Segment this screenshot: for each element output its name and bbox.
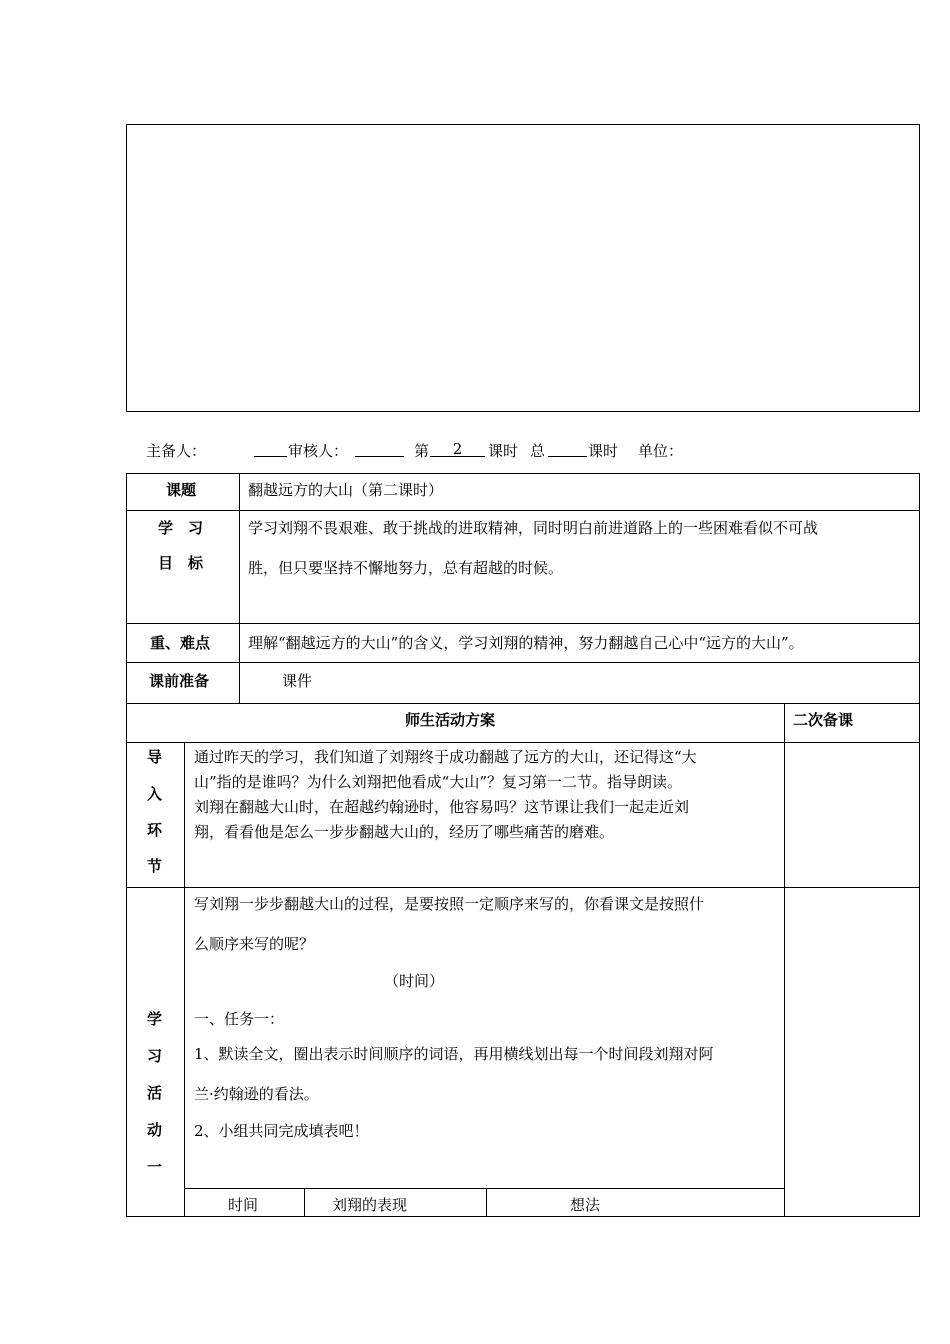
reviewer-blank[interactable] xyxy=(355,440,404,457)
col-line xyxy=(239,662,240,703)
intro-label-char: 导 xyxy=(147,748,163,766)
subtable-header-performance: 刘翔的表现 xyxy=(332,1196,408,1214)
row-line xyxy=(184,1188,784,1189)
preparer-blank[interactable] xyxy=(254,440,287,457)
intro-label-char: 节 xyxy=(147,857,163,875)
intro-text-line: 通过昨天的学习，我们知道了刘翔终于成功翻越了远方的大山，还记得这“大 xyxy=(194,748,697,766)
row-line xyxy=(126,473,920,474)
intro-label-char: 环 xyxy=(147,821,163,839)
blank-frame xyxy=(126,124,920,412)
col-line xyxy=(784,703,785,1217)
task-2: 2、小组共同完成填表吧！ xyxy=(194,1122,369,1140)
col-line xyxy=(304,1188,305,1217)
activity-label-char: 动 xyxy=(147,1121,163,1139)
objective-label-1: 学 习 xyxy=(158,519,204,537)
prep-value: 课件 xyxy=(282,672,313,690)
activity-text-line-1: 写刘翔一步步翻越大山的过程，是要按照一定顺序来写的，你看课文是按照什 xyxy=(194,895,705,913)
table-border-right xyxy=(919,473,920,1217)
subtable-header-time: 时间 xyxy=(228,1196,259,1214)
row-line xyxy=(126,742,920,743)
topic-label: 课题 xyxy=(166,481,197,499)
intro-text-line: 山”指的是谁吗？为什么刘翔把他看成“大山”？复习第一二节。指导朗读。 xyxy=(194,773,683,791)
activity-label-char: 习 xyxy=(147,1047,163,1065)
lesson-meta-line xyxy=(0,440,950,462)
subtable-header-thoughts: 想法 xyxy=(570,1196,601,1214)
intro-text-line: 翔，看看他是怎么一步步翻越大山的，经历了哪些痛苦的磨难。 xyxy=(194,823,615,841)
task-1-line-2: 兰·约翰逊的看法。 xyxy=(194,1085,319,1103)
table-border-left xyxy=(126,473,127,1217)
activity-text-line-2: 么顺序来写的呢？ xyxy=(194,935,315,953)
lesson-suffix: 课时 xyxy=(488,442,519,460)
preparer-label: 主备人： xyxy=(146,442,207,460)
activity-label-char: 活 xyxy=(147,1084,163,1102)
total-suffix: 课时 xyxy=(588,442,619,460)
prep-label: 课前准备 xyxy=(149,672,210,690)
col-line xyxy=(486,1188,487,1217)
table-border-bottom xyxy=(126,1216,920,1217)
lesson-prefix: 第 xyxy=(414,442,430,460)
row-line xyxy=(126,510,920,511)
total-blank[interactable] xyxy=(548,440,587,457)
row-line xyxy=(126,703,920,704)
plan-header: 师生活动方案 xyxy=(405,711,496,729)
reviewer-label: 审核人： xyxy=(288,442,349,460)
keypoints-value: 理解“翻越远方的大山”的含义，学习刘翔的精神，努力翻越自己心中“远方的大山”。 xyxy=(248,634,804,652)
col-line xyxy=(239,473,240,663)
activity-label-char: 学 xyxy=(147,1010,163,1028)
second-prep-header: 二次备课 xyxy=(793,711,854,729)
topic-value: 翻越远方的大山（第二课时） xyxy=(248,481,444,499)
total-prefix: 总 xyxy=(530,442,546,460)
lesson-number: 2 xyxy=(430,440,485,457)
row-line xyxy=(126,623,920,624)
activity-answer: （时间） xyxy=(384,972,445,990)
activity-label-char: 一 xyxy=(147,1158,163,1176)
task-1-line-1: 1、默读全文，圈出表示时间顺序的词语，再用横线划出每一个时间段刘翔对阿 xyxy=(194,1045,714,1063)
objective-label-2: 目 标 xyxy=(158,554,204,572)
intro-label-char: 入 xyxy=(147,785,163,803)
col-line xyxy=(184,742,185,1217)
unit-label: 单位： xyxy=(638,442,684,460)
objective-text-line-2: 胜，但只要坚持不懈地努力，总有超越的时候。 xyxy=(248,559,564,577)
objective-text-line-1: 学习刘翔不畏艰难、敢于挑战的进取精神，同时明白前进道路上的一些困难看似不可战 xyxy=(248,519,819,537)
task-title: 一、任务一： xyxy=(194,1010,285,1028)
keypoints-label: 重、难点 xyxy=(150,634,211,652)
row-line xyxy=(126,662,920,663)
row-line xyxy=(126,887,920,888)
intro-text-line: 刘翔在翻越大山时，在超越约翰逊时，他容易吗？这节课让我们一起走近刘 xyxy=(194,798,690,816)
